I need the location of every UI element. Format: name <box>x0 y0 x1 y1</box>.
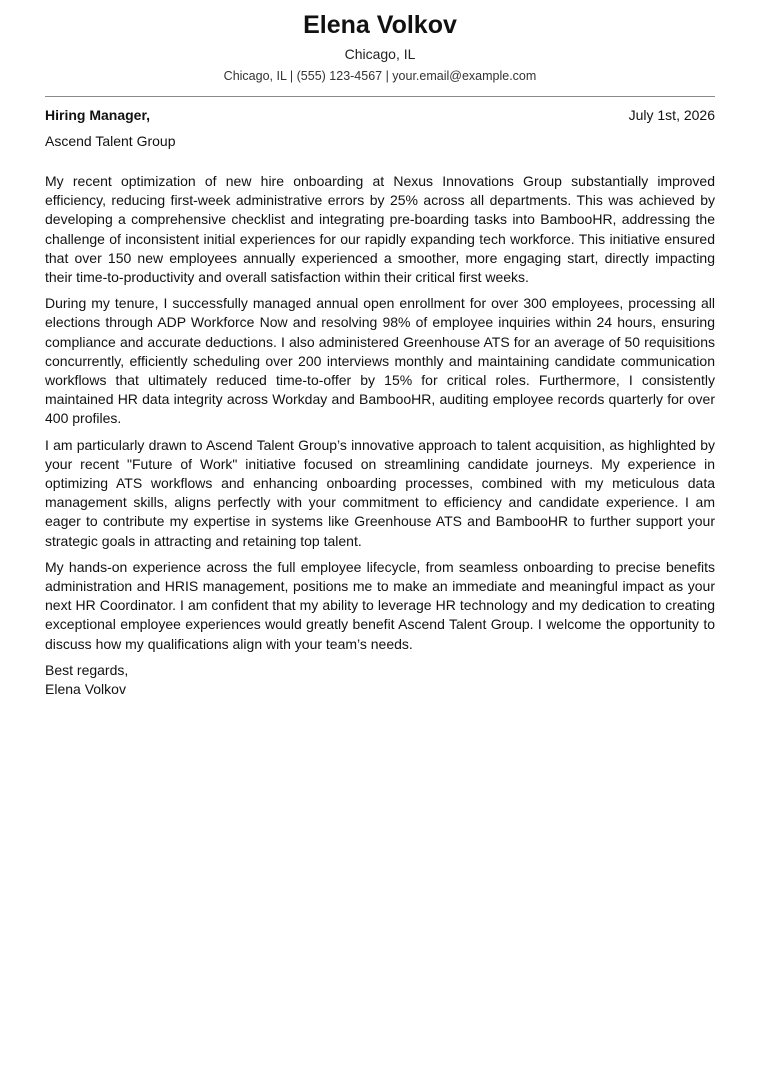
contact-info: Chicago, IL | (555) 123-4567 | your.email@example.com <box>223 69 537 83</box>
applicant-name: Elena Volkov <box>303 11 457 39</box>
letter-date: July 1st, 2026 <box>628 107 715 123</box>
closing-phrase: Best regards, <box>45 661 129 678</box>
signature-name: Elena Volkov <box>45 681 126 698</box>
letter-body <box>45 172 715 654</box>
body-paragraph: My recent optimization of new hire onboarding at Nexus Innovations Group substantially improved efficiency, reducing first-week administrative errors by 25% across all departments. This was achieved by developing a comprehensive checklist and integrating pre-boarding tasks into BambooHR, addressing the challenge of inconsistent initial experiences for our rapidly expanding tech workforce. This initiative ensured that over 150 new employees annually experienced a smoother, more engaging start, directly impacting their time-to-productivity and overall satisfaction within their critical first weeks. <box>45 173 715 286</box>
applicant-location: Chicago, IL <box>344 46 416 62</box>
recipient-date-row <box>45 106 715 125</box>
body-paragraph: During my tenure, I successfully managed annual open enrollment for over 300 employees, processing all elections through ADP Workforce Now and resolving 98% of employee inquiries within 24 hours, ensuring compliance and accurate deductions. I also administered Greenhouse ATS for an average of 50 requisitions concurrently, efficiently scheduling over 200 interviews monthly and maintaining candidate communication workflows that ultimately reduced time-to-offer by 15% for critical roles. Furthermore, I consistently maintained HR data integrity across Workday and BambooHR, auditing employee records quarterly for over 400 profiles. <box>45 295 715 427</box>
recipient-company: Ascend Talent Group <box>45 133 176 149</box>
recipient-salutation: Hiring Manager, <box>45 107 151 123</box>
letter-closing <box>45 661 715 699</box>
header-divider <box>45 96 715 97</box>
body-paragraph: I am particularly drawn to Ascend Talent Group’s innovative approach to talent acquisition, as highlighted by your recent "Future of Work" initiative focused on streamlining candidate journeys. My experience in optimizing ATS workflows and enhancing onboarding processes, combined with my meticulous data management skills, aligns perfectly with your commitment to efficiency and candidate experience. I am eager to contribute my expertise in systems like Greenhouse ATS and BambooHR to further support your strategic goals in attracting and retaining top talent. <box>45 436 715 549</box>
body-paragraph: My hands-on experience across the full employee lifecycle, from seamless onboarding to precise benefits administration and HRIS management, positions me to make an immediate and meaningful impact as your next HR Coordinator. I am confident that my ability to leverage HR technology and my dedication to creating exceptional employee experiences would greatly benefit Ascend Talent Group. I welcome the opportunity to discuss how my qualifications align with your team’s needs. <box>45 558 715 652</box>
letter-header <box>45 0 715 84</box>
